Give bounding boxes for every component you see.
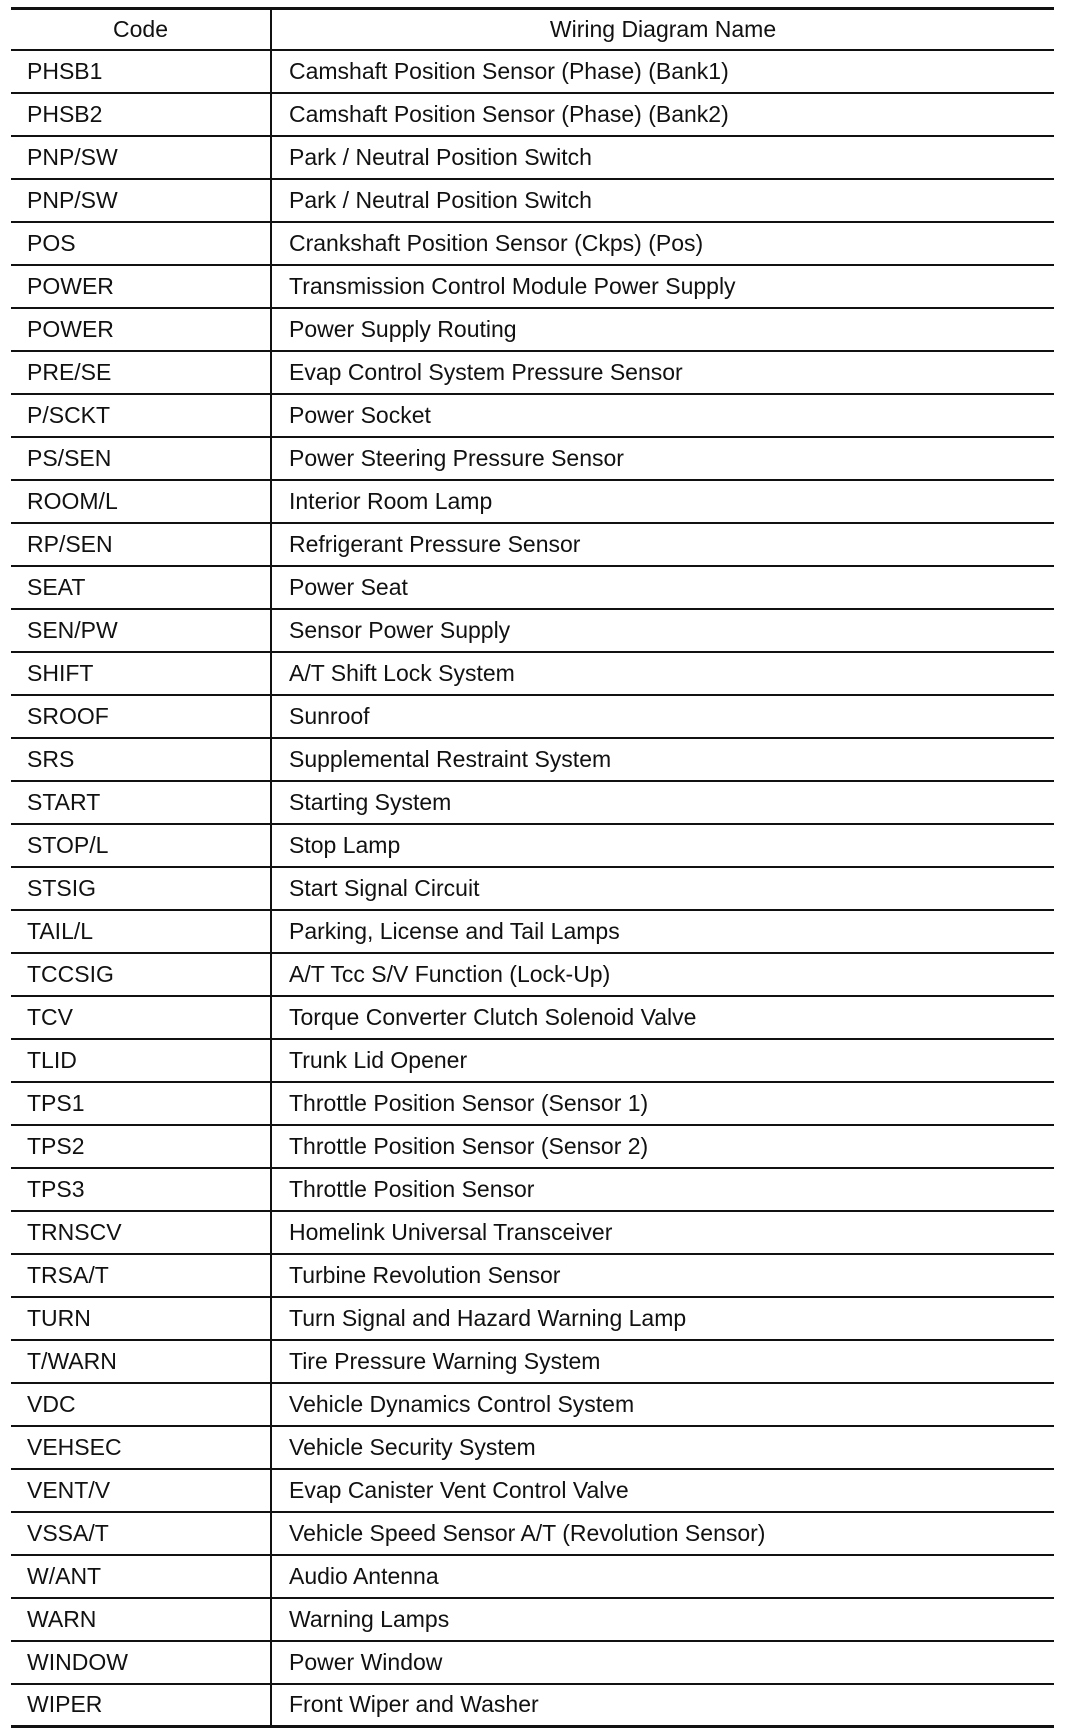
code-cell: PHSB2 (11, 93, 271, 136)
code-cell: TURN (11, 1297, 271, 1340)
table-row (11, 1641, 1054, 1684)
code-cell: T/WARN (11, 1340, 271, 1383)
code-cell: START (11, 781, 271, 824)
wiring-diagram-name-cell: Power Socket (271, 394, 1054, 437)
table-row (11, 953, 1054, 996)
wiring-diagram-name-cell: Crankshaft Position Sensor (Ckps) (Pos) (271, 222, 1054, 265)
code-cell: P/SCKT (11, 394, 271, 437)
code-cell: SEN/PW (11, 609, 271, 652)
table-row (11, 1125, 1054, 1168)
code-cell: PNP/SW (11, 136, 271, 179)
wiring-diagram-name-cell: A/T Tcc S/V Function (Lock-Up) (271, 953, 1054, 996)
table-row (11, 1039, 1054, 1082)
wiring-diagram-name-cell: Torque Converter Clutch Solenoid Valve (271, 996, 1054, 1039)
wiring-diagram-name-cell: Start Signal Circuit (271, 867, 1054, 910)
table-row (11, 609, 1054, 652)
code-cell: TRNSCV (11, 1211, 271, 1254)
wiring-diagram-name-cell: Evap Canister Vent Control Valve (271, 1469, 1054, 1512)
wiring-diagram-name-cell: Audio Antenna (271, 1555, 1054, 1598)
table-row (11, 1512, 1054, 1555)
code-cell: PS/SEN (11, 437, 271, 480)
column-header-wiring-diagram-name: Wiring Diagram Name (271, 9, 1054, 50)
code-cell: W/ANT (11, 1555, 271, 1598)
wiring-diagram-code-table (11, 7, 1054, 1728)
code-cell: STOP/L (11, 824, 271, 867)
table-row (11, 523, 1054, 566)
table-row (11, 1383, 1054, 1426)
wiring-diagram-name-cell: Warning Lamps (271, 1598, 1054, 1641)
table-row (11, 1168, 1054, 1211)
wiring-diagram-name-cell: Turbine Revolution Sensor (271, 1254, 1054, 1297)
table-row (11, 910, 1054, 953)
table-row (11, 1469, 1054, 1512)
wiring-diagram-name-cell: Trunk Lid Opener (271, 1039, 1054, 1082)
code-cell: PNP/SW (11, 179, 271, 222)
code-cell: PHSB1 (11, 50, 271, 93)
wiring-diagram-name-cell: Supplemental Restraint System (271, 738, 1054, 781)
wiring-diagram-name-cell: Tire Pressure Warning System (271, 1340, 1054, 1383)
code-cell: PRE/SE (11, 351, 271, 394)
wiring-diagram-name-cell: Stop Lamp (271, 824, 1054, 867)
wiring-diagram-name-cell: Turn Signal and Hazard Warning Lamp (271, 1297, 1054, 1340)
code-cell: TPS1 (11, 1082, 271, 1125)
table-row (11, 867, 1054, 910)
code-cell: VENT/V (11, 1469, 271, 1512)
code-cell: WIPER (11, 1684, 271, 1727)
code-cell: TPS2 (11, 1125, 271, 1168)
code-cell: SEAT (11, 566, 271, 609)
table-row (11, 50, 1054, 93)
table-body (11, 50, 1054, 1727)
table-row (11, 93, 1054, 136)
table-row (11, 437, 1054, 480)
wiring-diagram-name-cell: Throttle Position Sensor (Sensor 2) (271, 1125, 1054, 1168)
code-cell: TRSA/T (11, 1254, 271, 1297)
table-row (11, 566, 1054, 609)
code-cell: TLID (11, 1039, 271, 1082)
table-row (11, 1082, 1054, 1125)
table-row (11, 824, 1054, 867)
table-row (11, 781, 1054, 824)
wiring-diagram-name-cell: Homelink Universal Transceiver (271, 1211, 1054, 1254)
code-cell: RP/SEN (11, 523, 271, 566)
table-row (11, 179, 1054, 222)
wiring-diagram-name-cell: Vehicle Speed Sensor A/T (Revolution Sensor) (271, 1512, 1054, 1555)
code-cell: SHIFT (11, 652, 271, 695)
wiring-diagram-name-cell: Power Window (271, 1641, 1054, 1684)
table-row (11, 394, 1054, 437)
wiring-diagram-name-cell: Vehicle Security System (271, 1426, 1054, 1469)
code-cell: WARN (11, 1598, 271, 1641)
wiring-diagram-name-cell: Park / Neutral Position Switch (271, 179, 1054, 222)
wiring-diagram-name-cell: Park / Neutral Position Switch (271, 136, 1054, 179)
table-row (11, 695, 1054, 738)
code-cell: TAIL/L (11, 910, 271, 953)
header-row (11, 9, 1054, 50)
table-row (11, 351, 1054, 394)
table-row (11, 1211, 1054, 1254)
wiring-diagram-name-cell: Throttle Position Sensor (271, 1168, 1054, 1211)
wiring-diagram-name-cell: Power Seat (271, 566, 1054, 609)
code-cell: TCV (11, 996, 271, 1039)
table-row (11, 1254, 1054, 1297)
code-cell: POWER (11, 308, 271, 351)
table-row (11, 222, 1054, 265)
code-cell: TPS3 (11, 1168, 271, 1211)
wiring-diagram-name-cell: Vehicle Dynamics Control System (271, 1383, 1054, 1426)
wiring-diagram-name-cell: Throttle Position Sensor (Sensor 1) (271, 1082, 1054, 1125)
table-row (11, 1297, 1054, 1340)
wiring-diagram-name-cell: A/T Shift Lock System (271, 652, 1054, 695)
column-header-code: Code (11, 9, 271, 50)
wiring-diagram-name-cell: Sensor Power Supply (271, 609, 1054, 652)
table-row (11, 996, 1054, 1039)
wiring-diagram-name-cell: Power Steering Pressure Sensor (271, 437, 1054, 480)
table-row (11, 1684, 1054, 1727)
code-cell: VEHSEC (11, 1426, 271, 1469)
wiring-diagram-name-cell: Power Supply Routing (271, 308, 1054, 351)
code-cell: WINDOW (11, 1641, 271, 1684)
wiring-diagram-name-cell: Transmission Control Module Power Supply (271, 265, 1054, 308)
wiring-diagram-name-cell: Evap Control System Pressure Sensor (271, 351, 1054, 394)
code-cell: VSSA/T (11, 1512, 271, 1555)
table-row (11, 136, 1054, 179)
wiring-diagram-name-cell: Front Wiper and Washer (289, 1691, 539, 1718)
code-cell: SRS (11, 738, 271, 781)
code-cell: SROOF (11, 695, 271, 738)
table-row (11, 738, 1054, 781)
wiring-diagram-name-cell: Starting System (271, 781, 1054, 824)
code-cell: STSIG (11, 867, 271, 910)
table-header (11, 9, 1054, 50)
table-row (11, 1340, 1054, 1383)
wiring-diagram-name-cell: Sunroof (271, 695, 1054, 738)
wiring-diagram-name-cell: Interior Room Lamp (271, 480, 1054, 523)
table-row (11, 652, 1054, 695)
table-row (11, 265, 1054, 308)
table-row (11, 1426, 1054, 1469)
code-cell: POWER (11, 265, 271, 308)
code-cell: ROOM/L (11, 480, 271, 523)
wiring-diagram-name-cell: Camshaft Position Sensor (Phase) (Bank2) (271, 93, 1054, 136)
table-row (11, 480, 1054, 523)
wiring-diagram-name-cell: Parking, License and Tail Lamps (271, 910, 1054, 953)
table-row (11, 308, 1054, 351)
wiring-diagram-name-cell: Refrigerant Pressure Sensor (271, 523, 1054, 566)
code-cell: VDC (11, 1383, 271, 1426)
code-cell: TCCSIG (11, 953, 271, 996)
table-row (11, 1598, 1054, 1641)
table-row (11, 1555, 1054, 1598)
code-cell: POS (11, 222, 271, 265)
wiring-diagram-name-cell: Camshaft Position Sensor (Phase) (Bank1) (271, 50, 1054, 93)
